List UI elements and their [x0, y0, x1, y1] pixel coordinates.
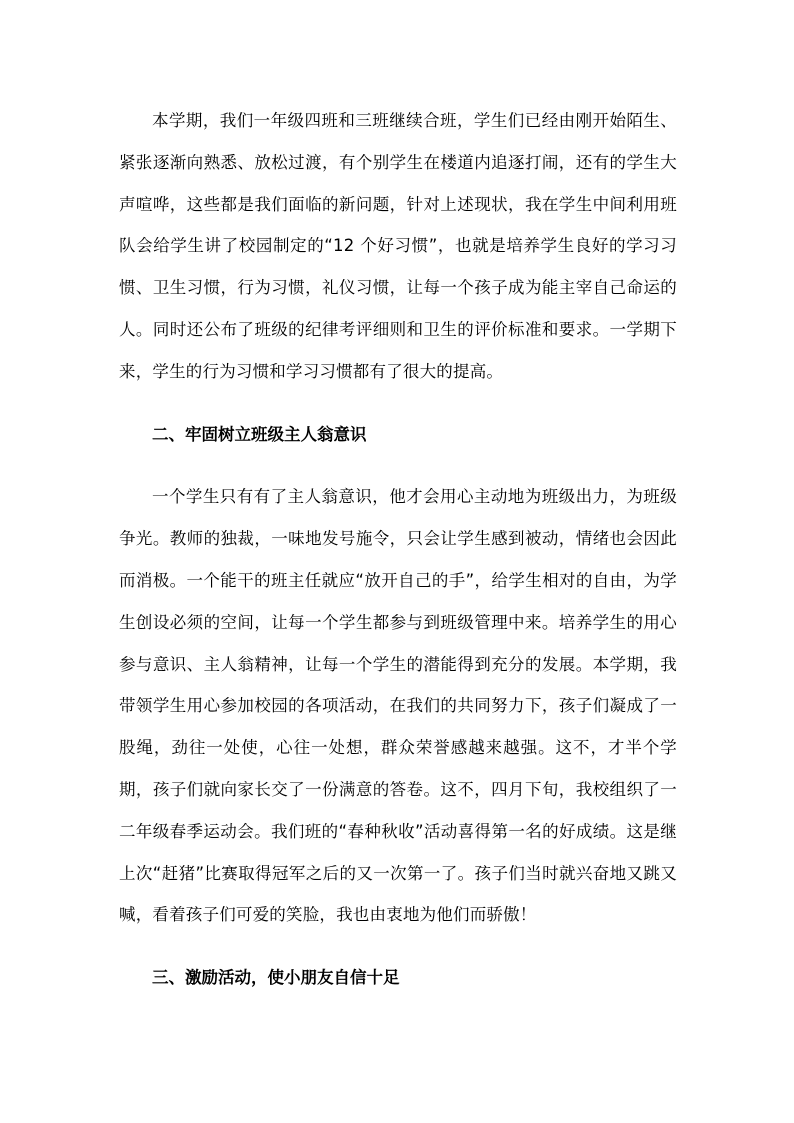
section-spacer [119, 455, 677, 476]
paragraph-class-habits: 本学期，我们一年级四班和三班继续合班，学生们已经由刚开始陌生、紧张逐渐向熟悉、放松过渡，有个别学生在楼道内追逐打闹，还有的学生大声喧哗，这些都是我们面临的新问题，针对上述现状，我在学生中间利用班队会给学生讲了校园制定的“12 个好习惯”，也就是培养学生良好的学习习惯、卫生习惯，行为习惯，礼仪习惯，让每一个孩子成为能主宰自己命运的人。同时还公布了班级的纪律考评细则和卫生的评价标准和要求。一学期下来，学生的行为习惯和学习习惯都有了很大的提高。 [119, 111, 677, 381]
section-heading-motivation: 三、激励活动，使小朋友自信十足 [152, 968, 400, 988]
document-body [119, 100, 677, 999]
paragraph-ownership: 一个学生只有有了主人翁意识，他才会用心主动地为班级出力，为班级争光。教师的独裁，一味地发号施令，只会让学生感到被动，情绪也会因此而消极。一个能干的班主任就应“放开自己的手”，给学生相对的自由，为学生创设必须的空间，让每一个学生都参与到班级管理中来。培养学生的用心参与意识、主人翁精神，让每一个学生的潜能得到充分的发展。本学期，我带领学生用心参加校园的各项活动，在我们的共同努力下，孩子们凝成了一股绳，劲往一处使，心往一处想，群众荣誉感越来越强。这不，才半个学期，孩子们就向家长交了一份满意的答卷。这不，四月下旬，我校组织了一二年级春季运动会。我们班的“春种秋收”活动喜得第一名的好成绩。这是继上次“赶猪”比赛取得冠军之后的又一次第一了。孩子们当时就兴奋地又跳又喊，看着孩子们可爱的笑脸，我也由衷地为他们而骄傲！ [119, 487, 677, 925]
section-heading-ownership: 二、牢固树立班级主人翁意识 [152, 424, 367, 444]
section-spacer [119, 393, 677, 414]
section-spacer [119, 936, 677, 957]
